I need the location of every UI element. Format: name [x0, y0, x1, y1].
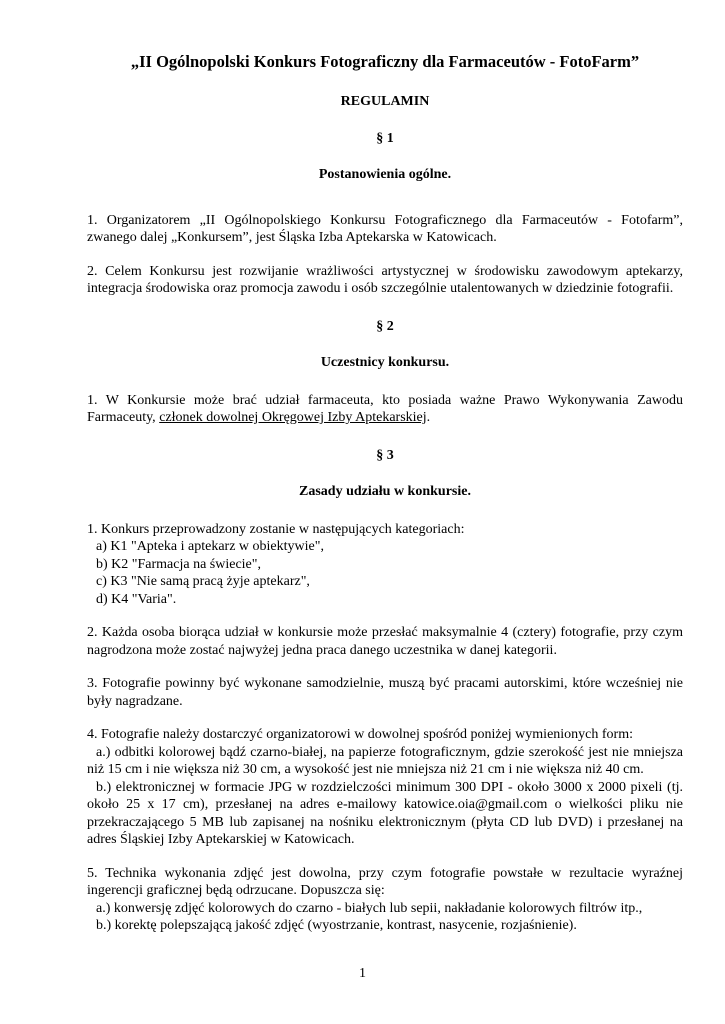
- categories-paragraph: [87, 521, 683, 609]
- paragraph-text: 5. Technika wykonania zdjęć jest dowolna, przy czym fotografie powstałe w rezultacie wyraźnej ingerencji graficznej będą odrzucane. Dopuszcza się:: [87, 865, 683, 898]
- paragraph-text: 1. W Konkursie może brać udział farmaceuta, kto posiada ważne Prawo Wykonywania Zawodu Farmaceuty,: [87, 392, 683, 425]
- section-sign: § 1: [376, 130, 394, 146]
- paragraph-text: 1. Konkurs przeprowadzony zostanie w następujących kategoriach:: [87, 521, 465, 537]
- list-item: c) K3 "Nie samą pracą żyje aptekarz",: [96, 574, 310, 589]
- list-item: a) K1 "Apteka i aptekarz w obiektywie",: [96, 539, 324, 554]
- section-2: [87, 318, 683, 427]
- paragraph-text: 4. Fotografie należy dostarczyć organizatorowi w dowolnej spośród poniżej wymienionych form:: [87, 727, 633, 742]
- paragraph: 2. Każda osoba biorąca udział w konkursie może przesłać maksymalnie 4 (cztery) fotografie, przy czym nagrodzona może zostać najwyżej jedna praca danego uczestnika w danej kategorii.: [87, 625, 683, 658]
- paragraph: [87, 392, 683, 427]
- document-body: [87, 52, 683, 951]
- paragraph-text: .: [426, 410, 431, 425]
- paragraph: 3. Fotografie powinny być wykonane samodzielnie, muszą być pracami autorskimi, które wcześniej nie były nagradzane.: [87, 676, 683, 709]
- section-heading: Uczestnicy konkursu.: [320, 355, 450, 370]
- chamber-member-link[interactable]: członek dowolnej Okręgowej Izby Aptekarskiej: [159, 410, 427, 425]
- list-item: a.) odbitki kolorowej bądź czarno-białej, na papierze fotograficznym, gdzie szerokość jest nie mniejsza niż 15 cm i nie większa niż 30 cm, a wysokość jest nie mniejsza niż 21 cm i nie większa niż 40 cm.: [87, 744, 683, 777]
- section-heading: Zasady udziału w konkursie.: [299, 484, 471, 499]
- list-item: b.) elektronicznej w formacie JPG w rozdzielczości minimum 300 DPI - około 3000 x 2000 pixeli (tj. około 25 x 17 cm), przesłanej na adres e-mailowy katowice.oia@gmail.com o wielkości pliku nie przekraczającego 5 MB lub zapisanej na nośniku elektronicznym (płyta CD lub DVD) i przesłanej na adres Śląskiej Izby Aptekarskiej w Katowicach.: [87, 779, 683, 847]
- section-sign: § 2: [376, 318, 394, 334]
- list-item: a.) konwersję zdjęć kolorowych do czarno - białych lub sepii, nakładanie kolorowych filtrów itp.,: [96, 900, 643, 916]
- list-item: b.) korektę polepszającą jakość zdjęć (wyostrzanie, kontrast, nasycenie, rozjaśnienie).: [96, 918, 577, 933]
- paragraph: 1. Organizatorem „II Ogólnopolskiego Konkursu Fotograficznego dla Farmaceutów - Fotofarm”, zwanego dalej „Konkursem”, jest Śląska Izba Aptekarska w Katowicach.: [87, 212, 683, 245]
- regulamin-heading: REGULAMIN: [340, 94, 430, 109]
- list-item: d) K4 "Varia".: [96, 591, 177, 607]
- section-1: [87, 130, 683, 298]
- section-sign: § 3: [376, 447, 394, 463]
- technique-paragraph: [87, 865, 683, 935]
- list-item: b) K2 "Farmacja na świecie",: [96, 556, 261, 572]
- section-3: [87, 447, 683, 935]
- document-title: „II Ogólnopolski Konkurs Fotograficzny dla Farmaceutów - FotoFarm”: [130, 52, 640, 71]
- forms-paragraph: [87, 726, 683, 849]
- paragraph: 2. Celem Konkursu jest rozwijanie wrażliwości artystycznej w środowisku zawodowym aptekarzy, integracja środowiska oraz promocja zawodu i osób szczególnie utalentowanych w dziedzinie fotografii.: [87, 263, 683, 296]
- page-number: 1: [359, 966, 366, 981]
- section-heading: Postanowienia ogólne.: [318, 167, 452, 182]
